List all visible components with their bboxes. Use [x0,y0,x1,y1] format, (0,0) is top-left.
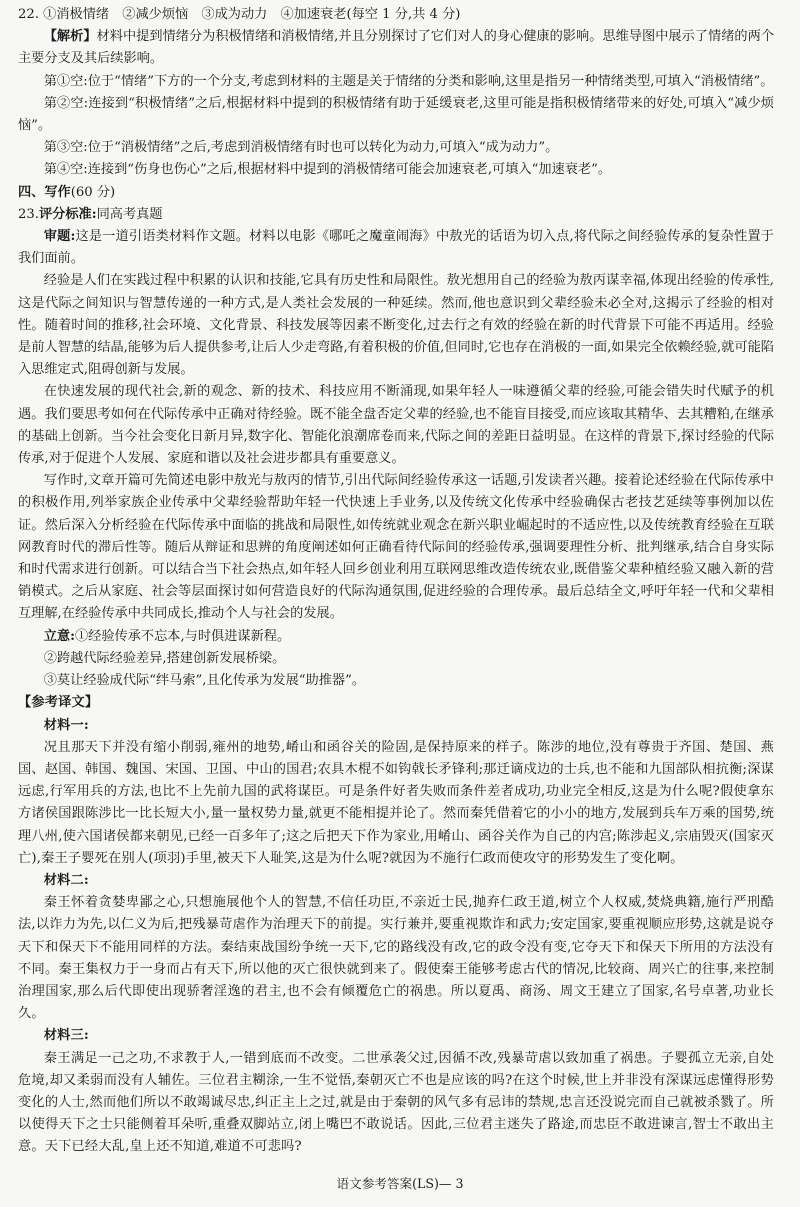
material-3-text: 秦王满足一己之功,不求教于人,一错到底而不改变。二世承袭父过,因循不改,残暴苛虐以致加重了祸患。子婴孤立无亲,自处危境,却又柔弱而没有人辅佐。三位君主糊涂,一生不觉悟,秦朝灭亡不也是应该的吗?在这个时候,世上并非没有深谋远虑懂得形势变化的人士,然而他们所以不敢竭诚尽忠,纠正主上之过,就是由于秦朝的风气多有忌讳的禁规,忠言还没说完而自己就被杀戮了。所以使得天下之士只能侧着耳朵听,重叠双脚站立,闭上嘴巴不敢说话。因此,三位君主迷失了路途,而忠臣不敢进谏言,智士不敢出主意。天下已经大乱,皇上还不知道,难道不可悲吗? [18,1050,774,1155]
q23-idea-3: ③莫让经验成代际“绊马索”,且化传承为发展“助推器”。 [43,673,366,689]
q22-blank-2-explanation: 第②空:连接到“积极情绪”之后,根据材料中提到的积极情绪有助于延缓衰老,这里可能是指积极情绪带来的好处,可填入“减少烦恼”。 [18,95,774,134]
q23-idea-1 [18,626,774,648]
material-3-label: 材料三: [43,1028,89,1044]
page-footer: 语文参考答案(LS)— 3 [336,1175,464,1191]
analysis-label: 【解析】 [43,29,97,45]
question-22-section [18,4,774,182]
q23-idea-2: ②跨越代际经验差异,搭建创新发展桥梁。 [43,650,286,666]
q23-criteria [18,204,774,226]
review-label: 审题: [43,229,76,245]
translation-heading: 【参考译文】 [18,695,99,711]
material-2-text: 秦王怀着贪婪卑鄙之心,只想施展他个人的智慧,不信任功臣,不亲近士民,抛弃仁政王道,树立个人权威,焚烧典籍,施行严刑酷法,以诈力为先,以仁义为后,把残暴苛虐作为治理天下的前提。实行兼并,要重视欺诈和武力;安定国家,要重视顺应形势,这就是说夺天下和保天下不能用同样的方法。秦结束战国纷争统一天下,它的路线没有改,它的政令没有变,它夺天下和保天下所用的方法没有不同。秦王集权力于一身而占有天下,所以他的灭亡很快就到来了。假使秦王能够考虑古代的情况,比较商、周兴亡的往事,来控制治理国家,那么后代即使出现骄奢淫逸的君主,也不会有倾覆危亡的祸患。所以夏禹、商汤、周文王建立了国家,名号卓著,功业长久。 [18,895,774,1022]
material-1-label: 材料一: [43,717,89,733]
q23-paragraph-1: 经验是人们在实践过程中积累的认识和技能,它具有历史性和局限性。敖光想用自己的经验为敖丙谋幸福,体现出经验的传承性,这是代际之间知识与智慧传递的一种方式,是人类社会发展的一种延续。然而,他也意识到父辈经验未必全对,这揭示了经验的相对性。随着时间的推移,社会环境、文化背景、科技发展等因素不断变化,过去行之有效的经验在新的时代背景下可能不再适用。经验是前人智慧的结晶,能够为后人提供参考,让后人少走弯路,有着积极的价值,但同时,它也存在消极的一面,如果完全依赖经验,就可能陷入思维定式,阻碍创新与发展。 [18,273,774,378]
q22-blank-1-explanation: 第①空:位于“情绪”下方的一个分支,考虑到材料的主题是关于情绪的分类和影响,这里是指另一种情绪类型,可填入“消极情绪”。 [43,73,774,89]
idea-label: 立意: [43,628,75,644]
criteria-label: 评分标准: [38,206,97,222]
material-2-label: 材料二: [43,872,89,888]
writing-section [18,182,774,693]
section-4-title: 四、写作 [18,184,71,200]
section-4-heading [18,182,774,204]
idea-1-text: ①经验传承不忘本,与时俱进谋新程。 [74,628,291,644]
analysis-text: 材料中提到情绪分为积极情绪和消极情绪,并且分别探讨了它们对人的身心健康的影响。思维导图中展示了情绪的两个主要分支及其后续影响。 [18,29,775,67]
q23-number: 23. [18,206,39,222]
section-4-score: (60 分) [70,184,116,200]
q23-paragraph-3: 写作时,文章开篇可先简述电影中敖光与敖丙的情节,引出代际间经验传承这一话题,引发读者兴趣。接着论述经验在代际传承中的积极作用,列举家族企业传承中父辈经验帮助年轻一代快速上手业务,以及传统文化传承中经验确保古老技艺延续等事例加以佐证。然后深入分析经验在代际传承中面临的挑战和局限性,如传统就业观念在新兴职业崛起时的不适应性,以及传统教育经验在互联网教育时代的滞后性等。随后从辩证和思辨的角度阐述如何正确看待代际间的经验传承,强调要理性分析、批判继承,结合自身实际和时代需求进行创新。可以结合当下社会热点,如年轻人回乡创业利用互联网思维改造传统农业,既借鉴父辈种植经验又融入新的营销模式。之后从家庭、社会等层面探讨如何营造良好的代际沟通氛围,促进经验的合理传承。最后总结全文,呼吁年轻一代和父辈相互理解,在经验传承中共同成长,推动个人与社会的发展。 [18,473,774,622]
q23-paragraph-2: 在快速发展的现代社会,新的观念、新的技术、科技应用不断涌现,如果年轻人一味遵循父辈的经验,可能会错失时代赋予的机遇。我们要思考如何在代际传承中正确对待经验。既不能全盘否定父辈的经验,也不能盲目接受,而应该取其精华、去其糟粕,在继承的基础上创新。当今社会变化日新月异,数字化、智能化浪潮席卷而来,代际之间的差距日益明显。在这样的背景下,探讨经验的代际传承,对于促进个人发展、家庭和谐以及社会进步都具有重要意义。 [18,384,774,467]
q22-blank-3-explanation: 第③空:位于“消极情绪”之后,考虑到消极情绪有时也可以转化为动力,可填入“成为动力”。 [43,140,559,156]
q22-analysis [18,26,774,70]
review-text: 这是一道引语类材料作文题。材料以电影《哪吒之魔童闹海》中敖光的话语为切入点,将代际之间经验传承的复杂性置于我们面前。 [18,229,774,267]
criteria-text: 同高考真题 [96,206,163,222]
q22-blank-4-explanation: 第④空:连接到“伤身也伤心”之后,根据材料中提到的消极情绪可能会加速衰老,可填入“加速衰老”。 [43,162,612,178]
reference-translation-section [18,692,774,1158]
material-1-text: 况且那天下并没有缩小削弱,雍州的地势,崤山和函谷关的险固,是保持原来的样子。陈涉的地位,没有尊贵于齐国、楚国、燕国、赵国、韩国、魏国、宋国、卫国、中山的国君;农具木棍不如钩戟长矛锋利;那迁谪戍边的士兵,也不能和九国部队相抗衡;深谋远虑,行军用兵的方法,也比不上先前九国的武将谋臣。可是条件好者失败而条件差者成功,功业完全相反,这是为什么呢?假使拿东方诸侯国跟陈涉比一比长短大小,量一量权势力量,就更不能相提并论了。然而秦凭借着它的小小的地方,发展到兵车万乘的国势,统理八州,使六国诸侯都来朝见,已经一百多年了;这之后把天下作为家业,用崤山、函谷关作为自己的内宫;陈涉起义,宗庙毁灭(国家灭亡),秦王子婴死在别人(项羽)手里,被天下人耻笑,这是为什么呢?就因为不施行仁政而使攻守的形势发生了变化啊。 [18,739,774,866]
q22-answer-line: 22. ①消极情绪 ②减少烦恼 ③成为动力 ④加速衰老(每空 1 分,共 4 分) [18,7,461,22]
q23-review [18,226,774,270]
